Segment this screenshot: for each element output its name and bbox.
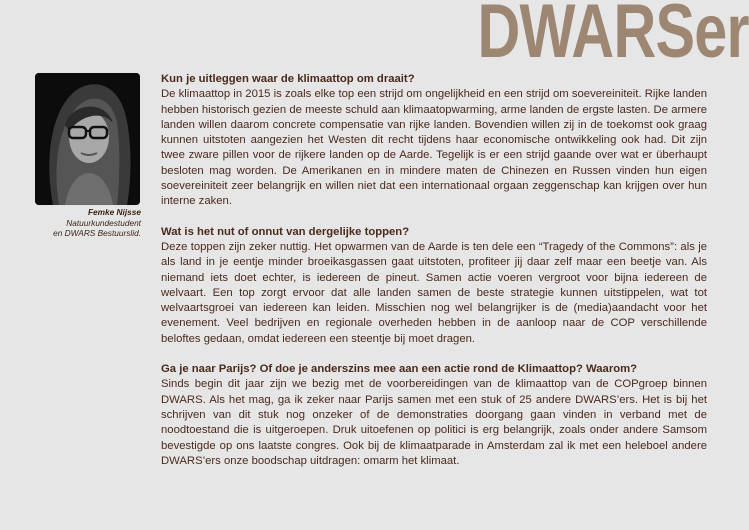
- answer-paragraph: De klimaattop in 2015 is zoals elke top een strijd om ongelijkheid en een strijd om soevereiniteit. Rijke landen hebben historisch gezien de meeste schuld aan klimaatopwarming, arme landen de ergste lasten. De armere landen willen daarom concrete compensatie van rijke landen. Bovendien willen zij in de toekomst ook graag kunnen uitstoten aangezien het Westen dit recht tijdens haar economische ontwikkeling ook had. Dit zijn twee zware pillen voor de rijkere landen op de Aarde. Tegelijk is er een strijd gaande over wat er überhaupt besloten mag worden. De Amerikanen en in mindere maten de Chinezen en Russen vinden hun eigen soevereiniteit zeer belangrijk en willen niet dat een internationaal orgaan zeggenschap kan krijgen over hun interne zaken.: [161, 88, 707, 208]
- answer-paragraph: Deze toppen zijn zeker nuttig. Het opwarmen van de Aarde is ten dele een “Tragedy of the Commons”: als je als land in je eentje minder broeikasgassen gaat uitstoten, profiteer jij daar zelf maar een beetje van. Als niemand iets doet echter, is iedereen de pineut. Samen actie voeren vergroot voor bijna iedereen de welvaart. Een top zorgt ervoor dat alle landen samen de beste strategie kunnen uitstippelen, wat tot welvaartsgroei van iedereen kan leiden. Misschien nog wel belangrijker is de (media)aandacht voor het evenement. Veel bedrijven en regionale overheden hebben in de aanloop naar de COP verschillende beloftes gedaan, omdat iedereen een steentje bij moet dragen.: [161, 240, 707, 345]
- photo-caption: [10, 207, 141, 239]
- person-role: Natuurkundestudent: [66, 217, 141, 228]
- portrait-image: [35, 73, 140, 205]
- question-heading: Kun je uitleggen waar de klimaattop om draait?: [161, 73, 415, 85]
- interview-article: [161, 72, 707, 484]
- question-heading: Ga je naar Parijs? Of doe je anderszins mee aan een actie rond de Klimaattop? Waarom?: [161, 363, 638, 376]
- answer-paragraph: Sinds begin dit jaar zijn we bezig met de voorbereidingen van de klimaattop van de COPgroep binnen DWARS. Als het mag, ga ik zeker naar Parijs samen met een stuk of 25 andere DWARS’ers. Het is bij het schrijven van dit stuk nog onzeker of de demonstraties doorgang gaan vinden in verband met de noodtoestand die is uitgeroepen. Druk uitoefenen op politici is erg belangrijk, zoals onder andere Samsom bevestigde op ons laatste congres. Ook bij de klimaatparade in Amsterdam zal ik met een heleboel andere DWARS’ers onze boodschap uitdragen: omarm het klimaat.: [161, 378, 707, 467]
- person-role: en DWARS Bestuurslid.: [53, 228, 141, 238]
- masthead-logo: DWARSer: [477, 0, 749, 74]
- profile-photo: [35, 73, 140, 205]
- person-name: Femke Nijsse: [87, 207, 141, 217]
- question-heading: Wat is het nut of onnut van dergelijke toppen?: [161, 225, 410, 238]
